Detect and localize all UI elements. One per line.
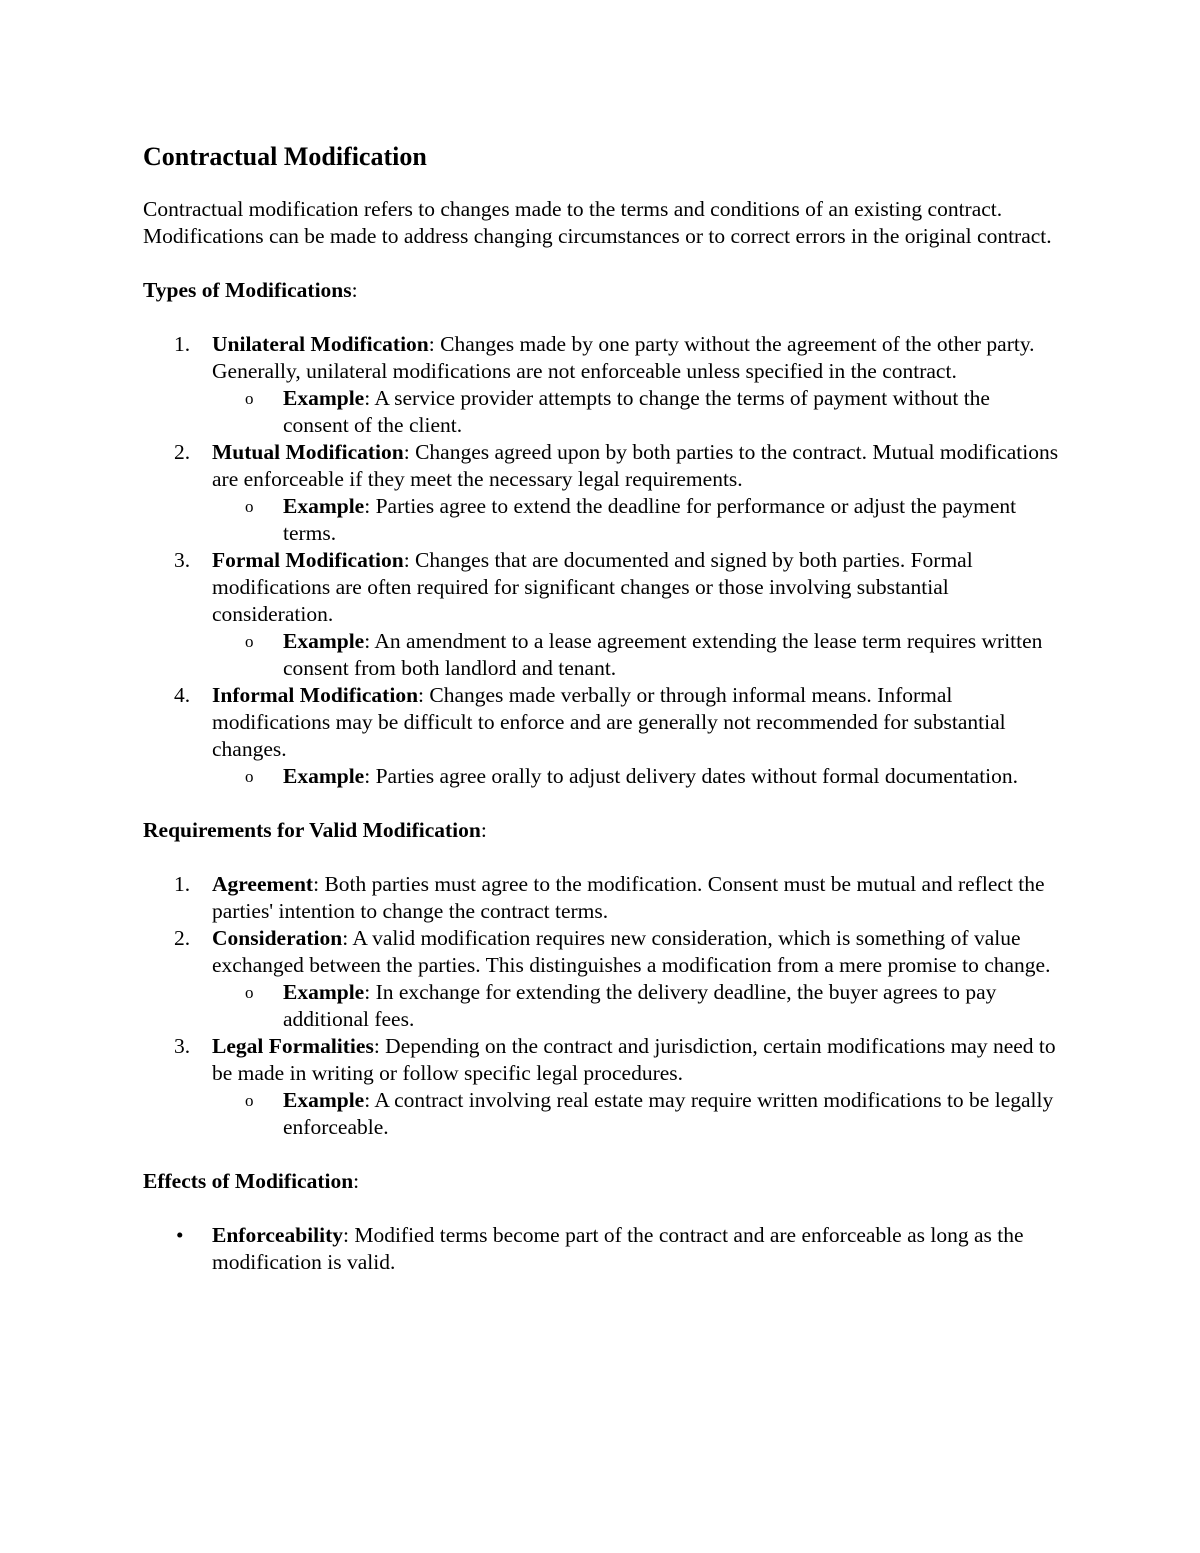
example-text: : A contract involving real estate may require written modifications to be legally enforceable. — [283, 1088, 1054, 1139]
list-item — [143, 547, 1060, 682]
requirements-heading-text: Requirements for Valid Modification — [143, 818, 481, 842]
item-text: : Depending on the contract and jurisdiction, certain modifications may need to be made in writing or follow specific legal procedures. — [212, 1034, 1056, 1085]
item-text: : A valid modification requires new consideration, which is something of value exchanged between the parties. This distinguishes a modification from a mere promise to change. — [212, 926, 1051, 977]
list-item — [143, 1033, 1060, 1141]
list-number: 2. — [174, 926, 191, 950]
heading-colon: : — [351, 278, 358, 302]
list-item — [143, 925, 1060, 1033]
document-title: Contractual Modification — [143, 142, 427, 171]
requirements-list — [143, 871, 1060, 1141]
sub-bullet: o — [245, 983, 254, 1002]
example-list — [212, 763, 1060, 790]
sub-bullet: o — [245, 767, 254, 786]
example-item — [212, 1087, 1060, 1141]
item-text: : Changes made by one party without the agreement of the other party. Generally, unilateral modifications are not enforceable unless specified in the contract. — [212, 332, 1035, 383]
item-text: : Changes made verbally or through informal means. Informal modifications may be difficult to enforce and are generally not recommended for substantial changes. — [212, 683, 1006, 761]
example-label: Example — [283, 1088, 365, 1112]
heading-colon: : — [480, 818, 487, 842]
example-item — [212, 763, 1060, 790]
list-number: 1. — [174, 872, 191, 896]
example-label: Example — [283, 386, 365, 410]
types-list — [143, 331, 1060, 790]
bullet: • — [176, 1223, 184, 1247]
sub-bullet: o — [245, 389, 254, 408]
example-list — [212, 979, 1060, 1033]
example-label: Example — [283, 629, 365, 653]
list-item — [143, 871, 1060, 925]
example-label: Example — [283, 764, 365, 788]
item-label: Consideration — [212, 926, 343, 950]
item-label: Legal Formalities — [212, 1034, 374, 1058]
sub-bullet: o — [245, 1091, 254, 1110]
item-label: Unilateral Modification — [212, 332, 429, 356]
list-number: 3. — [174, 1034, 191, 1058]
requirements-heading — [143, 817, 1060, 844]
list-item — [143, 439, 1060, 547]
example-label: Example — [283, 494, 365, 518]
item-text: : Changes agreed upon by both parties to the contract. Mutual modifications are enforceable if they meet the necessary legal requirements. — [212, 440, 1059, 491]
example-text: : Parties agree to extend the deadline for performance or adjust the payment terms. — [283, 494, 1017, 545]
item-text: : Changes that are documented and signed by both parties. Formal modifications are often required for significant changes or those involving substantial consideration. — [212, 548, 973, 626]
list-number: 1. — [174, 332, 191, 356]
example-item — [212, 979, 1060, 1033]
example-item — [212, 493, 1060, 547]
item-label: Informal Modification — [212, 683, 419, 707]
example-text: : A service provider attempts to change the terms of payment without the consent of the client. — [283, 386, 990, 437]
types-heading-text: Types of Modifications — [143, 278, 352, 302]
item-label: Enforceability — [212, 1223, 343, 1247]
example-label: Example — [283, 980, 365, 1004]
item-label: Formal Modification — [212, 548, 404, 572]
list-item — [143, 682, 1060, 790]
intro-paragraph: Contractual modification refers to changes made to the terms and conditions of an existing contract. Modifications can be made to address changing circumstances or to correct errors in the original contract. — [143, 197, 1052, 248]
item-text: : Both parties must agree to the modification. Consent must be mutual and reflect the parties' intention to change the contract terms. — [212, 872, 1045, 923]
item-label: Mutual Modification — [212, 440, 404, 464]
example-list — [212, 628, 1060, 682]
example-text: : An amendment to a lease agreement extending the lease term requires written consent from both landlord and tenant. — [283, 629, 1043, 680]
sub-bullet: o — [245, 497, 254, 516]
example-text: : Parties agree orally to adjust delivery dates without formal documentation. — [364, 764, 1019, 788]
effects-heading-text: Effects of Modification — [143, 1169, 354, 1193]
list-item — [143, 1222, 1060, 1276]
example-item — [212, 385, 1060, 439]
list-item — [143, 331, 1060, 439]
example-list — [212, 385, 1060, 439]
types-heading — [143, 277, 1060, 304]
heading-colon: : — [353, 1169, 360, 1193]
example-item — [212, 628, 1060, 682]
list-number: 3. — [174, 548, 191, 572]
example-list — [212, 1087, 1060, 1141]
example-list — [212, 493, 1060, 547]
example-text: : In exchange for extending the delivery deadline, the buyer agrees to pay additional fees. — [283, 980, 997, 1031]
item-text: : Modified terms become part of the contract and are enforceable as long as the modification is valid. — [212, 1223, 1024, 1274]
effects-list — [143, 1222, 1060, 1276]
list-number: 2. — [174, 440, 191, 464]
list-number: 4. — [174, 683, 191, 707]
item-label: Agreement — [212, 872, 314, 896]
effects-heading — [143, 1168, 1060, 1195]
sub-bullet: o — [245, 632, 254, 651]
